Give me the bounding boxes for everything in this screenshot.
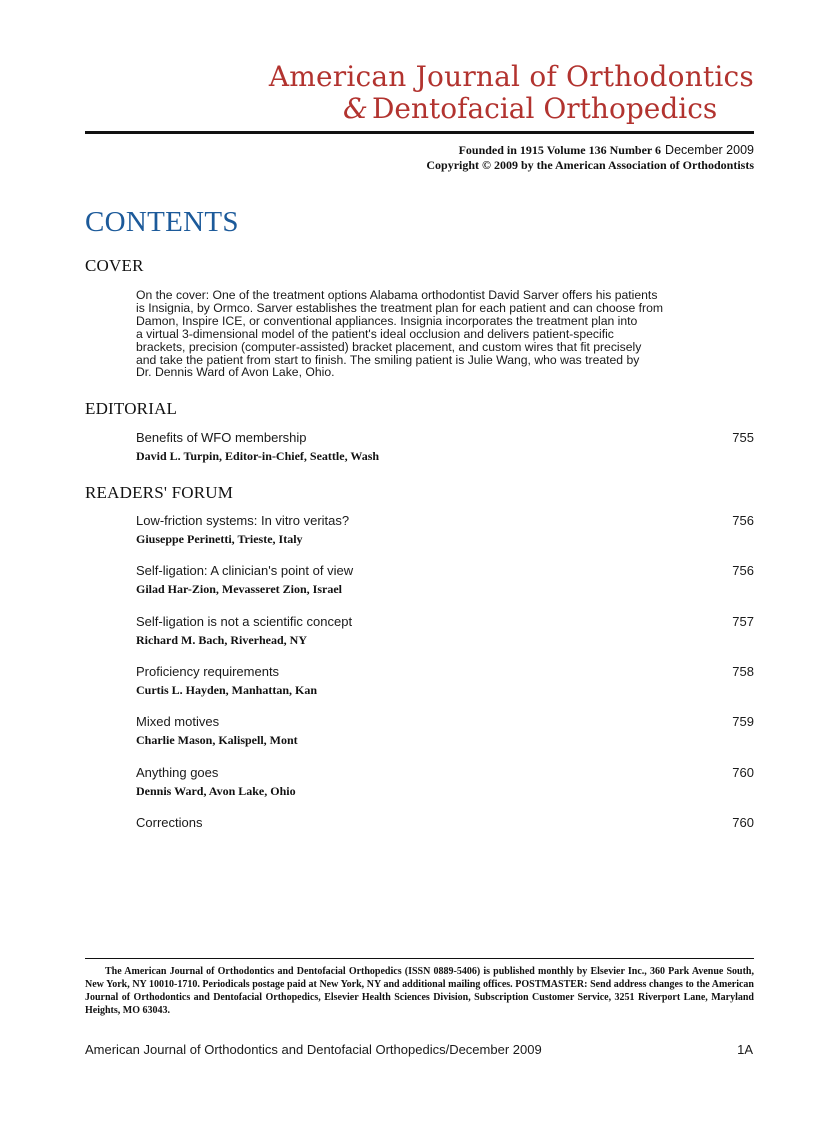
toc-entry-author: Gilad Har-Zion, Mevasseret Zion, Israel <box>136 582 342 596</box>
section-heading-cover: COVER <box>85 256 144 275</box>
toc-entry-title[interactable]: Benefits of WFO membership <box>136 430 307 445</box>
cover-line: On the cover: One of the treatment options Alabama orthodontist David Sarver offers his patients <box>136 288 658 302</box>
cover-line: brackets, precision (computer-assisted) bracket placement, and custom wires that fit precisely <box>136 339 642 354</box>
cover-line: and take the patient from start to finish. The smiling patient is Julie Wang, who was treated by <box>136 352 640 367</box>
publisher-footnote: The American Journal of Orthodontics and Dentofacial Orthopedics (ISSN 0889-5406) is published monthly by Elsevier Inc., 360 Park Avenue South, New York, NY 10010-1710. Periodicals postage paid at New York, NY and additional mailing offices. POSTMASTER: Send address changes to the American Journal of Orthodontics and Dentofacial Orthopedics, Elsevier Health Sciences Division, Subscription Customer Service, 3251 Riverport Lane, Maryland Heights, MO 63043. <box>85 966 754 1016</box>
toc-entry-page: 759 <box>732 714 754 729</box>
toc-entry-page: 760 <box>732 765 754 780</box>
toc-entry-readers-forum-6 <box>136 765 754 799</box>
toc-entry-title[interactable]: Anything goes <box>136 765 219 780</box>
journal-masthead <box>85 60 754 130</box>
toc-entry-author: Charlie Mason, Kalispell, Mont <box>136 733 298 747</box>
publication-info <box>426 143 754 173</box>
toc-entry-readers-forum-2 <box>136 563 754 597</box>
publication-date: December 2009 <box>665 143 754 157</box>
toc-entry-readers-forum-1 <box>136 513 754 547</box>
cover-line: Damon, Inspire ICE, or conventional appliances. Insignia incorporates the treatment plan into <box>136 313 638 328</box>
contents-title: CONTENTS <box>85 206 239 238</box>
toc-entry-readers-forum-4 <box>136 664 754 698</box>
toc-entry-title[interactable]: Corrections <box>136 815 203 830</box>
toc-entry-author: David L. Turpin, Editor-in-Chief, Seattle, Wash <box>136 449 380 463</box>
toc-entry-title[interactable]: Mixed motives <box>136 714 220 729</box>
section-heading-readers-forum: READERS' FORUM <box>85 483 234 502</box>
toc-entry-readers-forum-5 <box>136 714 754 748</box>
toc-entry-author: Curtis L. Hayden, Manhattan, Kan <box>136 683 318 697</box>
journal-title-line2 <box>343 92 717 125</box>
footnote-rule <box>85 958 754 959</box>
journal-title-line1: American Journal of Orthodontics <box>268 60 754 93</box>
toc-entry-page: 756 <box>732 563 754 578</box>
publication-founded: Founded in 1915 Volume 136 Number 6 <box>458 143 662 157</box>
toc-entry-title[interactable]: Self-ligation: A clinician's point of view <box>136 563 354 578</box>
running-footer: American Journal of Orthodontics and Dentofacial Orthopedics/December 2009 <box>85 1042 542 1057</box>
toc-entry-readers-forum-3 <box>136 614 754 648</box>
toc-entry-page: 758 <box>732 664 754 679</box>
toc-entry-author: Dennis Ward, Avon Lake, Ohio <box>136 784 296 798</box>
cover-description <box>136 289 691 379</box>
journal-title-ampersand: & <box>343 92 368 125</box>
journal-title-line2-text: Dentofacial Orthopedics <box>371 92 718 125</box>
toc-entry-page: 760 <box>732 815 754 830</box>
section-heading-editorial: EDITORIAL <box>85 399 178 418</box>
toc-entry-page: 756 <box>732 513 754 528</box>
toc-entry-author: Richard M. Bach, Riverhead, NY <box>136 633 307 647</box>
cover-line: Dr. Dennis Ward of Avon Lake, Ohio. <box>136 365 335 380</box>
toc-entry-readers-forum-7 <box>136 815 754 831</box>
toc-entry-page: 757 <box>732 614 754 629</box>
cover-line: a virtual 3-dimensional model of the patient's ideal occlusion and delivers patient-specific <box>136 326 614 341</box>
cover-line: is Insignia, by Ormco. Sarver establishes the treatment plan for each patient and can choose from <box>136 300 664 315</box>
toc-entry-page: 755 <box>732 430 754 445</box>
toc-entry-author: Giuseppe Perinetti, Trieste, Italy <box>136 532 303 546</box>
publication-copyright: Copyright © 2009 by the American Association of Orthodontists <box>426 158 754 172</box>
toc-entry-title[interactable]: Proficiency requirements <box>136 664 280 679</box>
page-number: 1A <box>737 1042 753 1057</box>
masthead-rule <box>85 131 754 134</box>
toc-entry-title[interactable]: Low-friction systems: In vitro veritas? <box>136 513 350 528</box>
toc-entry-title[interactable]: Self-ligation is not a scientific concept <box>136 614 353 629</box>
toc-entry-editorial <box>136 430 754 464</box>
publication-founded-line <box>426 143 754 158</box>
